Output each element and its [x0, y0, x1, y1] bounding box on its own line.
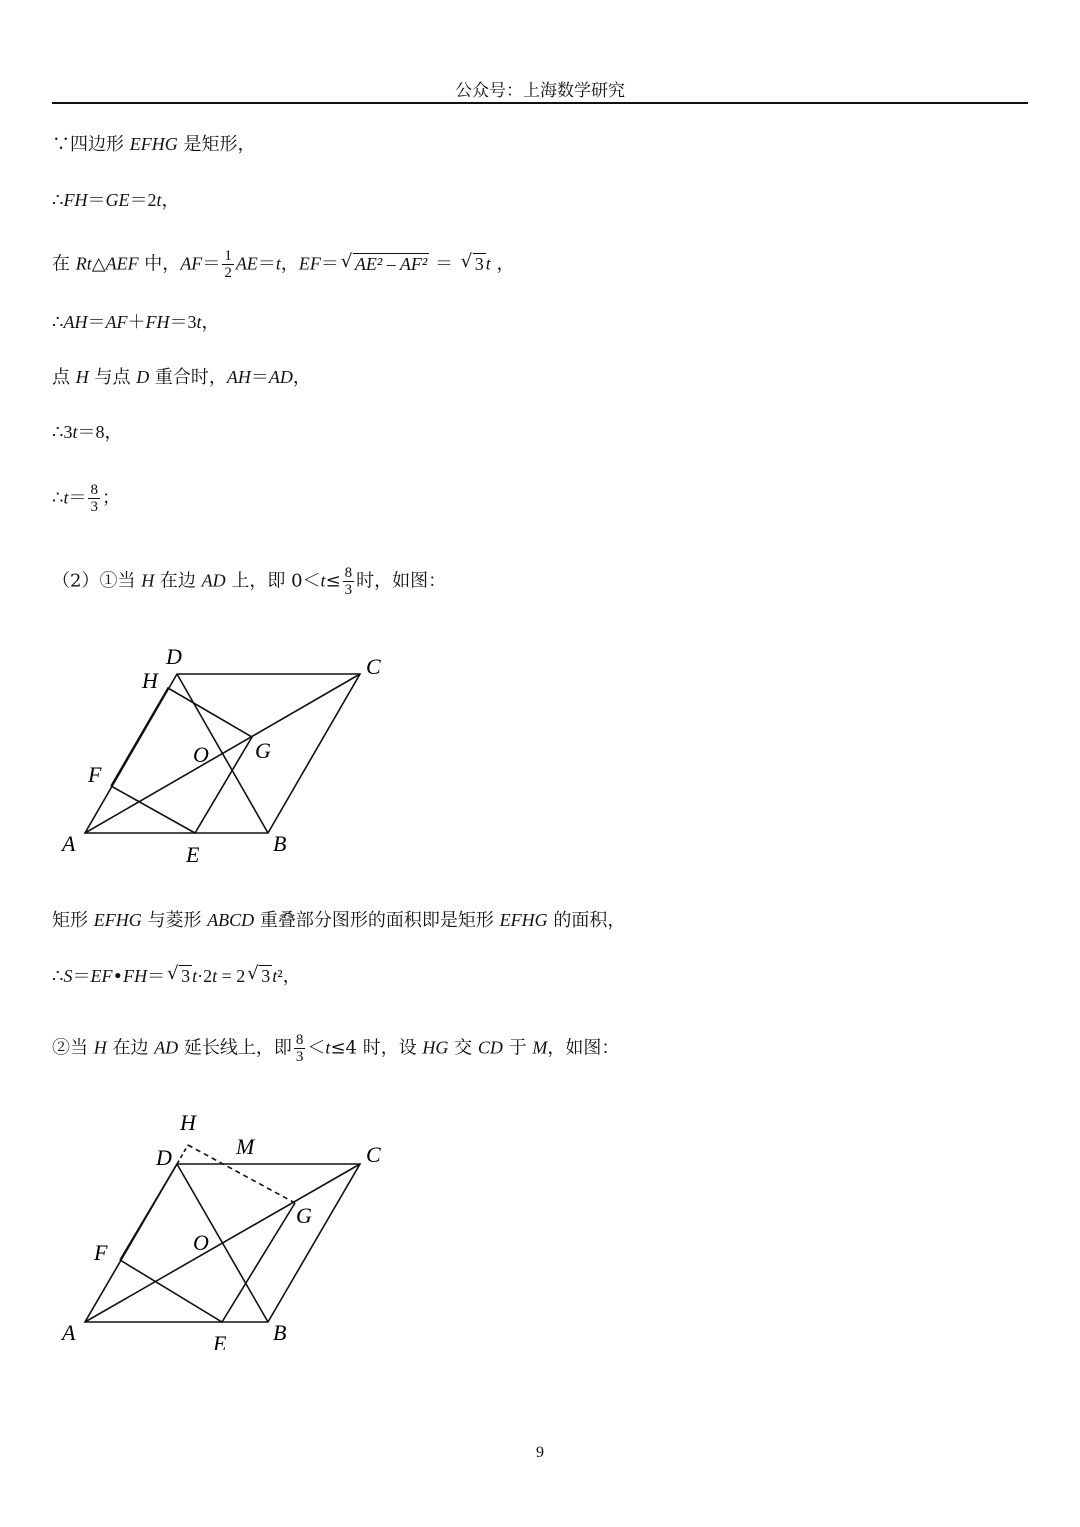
label-h: H	[142, 668, 158, 693]
text: ＝3	[169, 312, 197, 332]
square-root	[167, 964, 192, 989]
text: 是矩形，	[177, 134, 256, 155]
text: ＝	[87, 190, 106, 211]
numerator: 8	[295, 1032, 304, 1048]
text: ＝	[202, 253, 221, 275]
text: 矩形	[52, 910, 94, 931]
label-d: D	[156, 1145, 172, 1170]
solution-line-4	[52, 310, 219, 335]
text: ②当	[52, 1037, 94, 1059]
text: ；	[101, 487, 120, 509]
square-root	[461, 252, 486, 277]
radicand: 3	[181, 966, 191, 986]
text: ，	[282, 966, 301, 987]
text: = 2	[217, 966, 246, 986]
rectangle-efhg	[111, 688, 252, 833]
fraction	[222, 248, 234, 281]
text: 中，	[138, 253, 181, 275]
text: ，	[490, 253, 515, 275]
math-text: t	[320, 570, 326, 591]
math-text: ABCD	[207, 910, 255, 930]
rhombus-figure-1	[50, 640, 410, 875]
label-f: F	[88, 762, 102, 787]
solution-line-8	[52, 565, 446, 598]
text: ，	[292, 367, 311, 388]
radicand: 3	[474, 253, 484, 274]
label-a: A	[62, 1320, 76, 1345]
label-o: O	[193, 742, 209, 767]
text: ＝	[257, 253, 276, 275]
math-text: EF	[298, 253, 321, 274]
text: •	[112, 966, 124, 987]
label-g: G	[296, 1203, 312, 1228]
text: 在	[52, 253, 76, 275]
text: ∵四边形	[52, 134, 130, 155]
text: 与点	[88, 367, 137, 388]
math-text: t	[275, 253, 281, 274]
solution-line-5	[52, 365, 311, 390]
math-text: EF	[90, 966, 113, 986]
text: ≤4 时，设	[330, 1037, 423, 1059]
label-e: E	[213, 1331, 227, 1350]
math-text: t	[325, 1037, 331, 1058]
math-text: t	[196, 312, 202, 332]
numerator: 1	[224, 248, 232, 264]
fraction	[294, 1032, 306, 1065]
text: ＝	[147, 966, 166, 987]
text: ＝2	[129, 190, 157, 210]
math-text: M	[532, 1037, 548, 1058]
text: ·2	[197, 966, 213, 986]
text: ＝	[320, 253, 339, 275]
math-text: FH	[145, 312, 170, 332]
math-text: FH	[123, 966, 148, 986]
math-text: AH	[63, 312, 88, 332]
label-d: D	[166, 644, 182, 669]
label-b: B	[273, 831, 287, 856]
superscript: ²	[277, 966, 283, 986]
solution-line-2	[52, 188, 179, 213]
math-text: t	[63, 487, 69, 508]
segment-dh-dashed	[177, 1145, 188, 1164]
math-text: t	[212, 966, 218, 986]
label-a: A	[62, 831, 76, 856]
math-text: HG	[422, 1037, 449, 1058]
text: ∴	[52, 312, 64, 333]
label-h: H	[180, 1110, 196, 1135]
denominator: 3	[90, 499, 98, 515]
fraction	[88, 482, 100, 515]
text: ＋	[127, 312, 146, 333]
label-g: G	[255, 738, 271, 763]
segment-fd	[120, 1164, 177, 1260]
numerator: 8	[344, 565, 353, 581]
math-text: FH	[63, 190, 88, 210]
solution-line-3	[52, 248, 514, 281]
label-c: C	[366, 654, 381, 679]
math-text: AEF	[105, 253, 139, 274]
math-text: GE	[105, 190, 130, 210]
text: ＝8，	[77, 422, 123, 442]
math-text: S	[63, 966, 73, 986]
text: 重叠部分图形的面积即是矩形	[254, 910, 500, 931]
solution-line-10	[52, 964, 301, 989]
text: 的面积，	[547, 910, 626, 931]
math-text: AF	[180, 253, 203, 274]
rhombus-figure-2	[50, 1105, 410, 1350]
math-text: t	[156, 190, 162, 210]
math-text: AD	[201, 570, 226, 591]
text: ＝	[68, 487, 87, 509]
denominator: 2	[224, 265, 232, 281]
text: ≤	[325, 570, 341, 592]
text: ，	[280, 253, 299, 275]
text: ＜	[307, 1037, 326, 1059]
math-text: t	[192, 966, 198, 986]
text: ∴	[52, 966, 64, 987]
label-b: B	[273, 1320, 287, 1345]
text: △	[91, 253, 106, 275]
math-text: AH	[226, 367, 251, 387]
solution-line-7	[52, 482, 120, 515]
text: ＝	[429, 253, 459, 275]
math-text: EFHG	[499, 910, 548, 930]
text: 时，如图：	[356, 570, 447, 592]
denominator: 3	[295, 1049, 304, 1065]
denominator: 3	[344, 582, 353, 598]
solution-line-1	[52, 132, 255, 157]
text: 重合时，	[149, 367, 227, 388]
math-text: AF	[105, 312, 128, 332]
math-text: D	[136, 367, 150, 387]
math-text: EFHG	[129, 134, 178, 154]
math-text: H	[141, 570, 155, 591]
header-rule	[52, 102, 1028, 104]
text: 在边	[154, 570, 202, 592]
text: 于	[502, 1037, 533, 1059]
math-text: t	[272, 966, 278, 986]
fraction	[343, 565, 355, 598]
math-text: H	[93, 1037, 107, 1058]
math-text: Rt	[75, 253, 92, 274]
rectangle-efhg-solid	[120, 1203, 295, 1322]
text: ＝	[72, 966, 91, 987]
label-c: C	[366, 1142, 381, 1167]
solution-line-6	[52, 420, 122, 445]
text: 上，即 0＜	[225, 570, 321, 592]
math-text: H	[75, 367, 89, 387]
text: ∴	[52, 487, 64, 509]
math-text: AE	[235, 253, 258, 274]
text: ，	[161, 190, 180, 211]
text: ＝	[87, 312, 106, 333]
text: 延长线上，即	[178, 1037, 292, 1059]
solution-line-11	[52, 1032, 619, 1065]
text: ＝	[250, 367, 269, 388]
radicand: AE² – AF²	[354, 253, 428, 274]
radicand: 3	[261, 966, 271, 986]
math-text: EFHG	[93, 910, 142, 930]
text: 交	[448, 1037, 478, 1059]
text: ∴3	[52, 422, 73, 442]
math-text: AD	[268, 367, 293, 387]
math-text: t	[72, 422, 78, 442]
numerator: 8	[90, 482, 98, 498]
text: ，	[201, 312, 220, 333]
label-e: E	[186, 842, 200, 867]
math-text: CD	[477, 1037, 503, 1058]
text: 在边	[106, 1037, 155, 1059]
page-header: 公众号：上海数学研究	[455, 81, 625, 101]
math-text: t	[485, 253, 491, 274]
text: 与菱形	[141, 910, 208, 931]
square-root	[247, 964, 272, 989]
label-o: O	[193, 1230, 209, 1255]
label-m: M	[236, 1134, 255, 1159]
page-number: 9	[536, 1444, 544, 1461]
square-root	[341, 252, 429, 277]
text: （2）①当	[52, 570, 142, 592]
text: 点	[52, 367, 76, 388]
solution-line-9	[52, 908, 625, 933]
label-f: F	[94, 1240, 108, 1265]
text: ∴	[52, 190, 64, 211]
text: ，如图：	[547, 1037, 620, 1059]
math-text: AD	[154, 1037, 179, 1058]
diagonal-bd	[177, 1164, 268, 1322]
